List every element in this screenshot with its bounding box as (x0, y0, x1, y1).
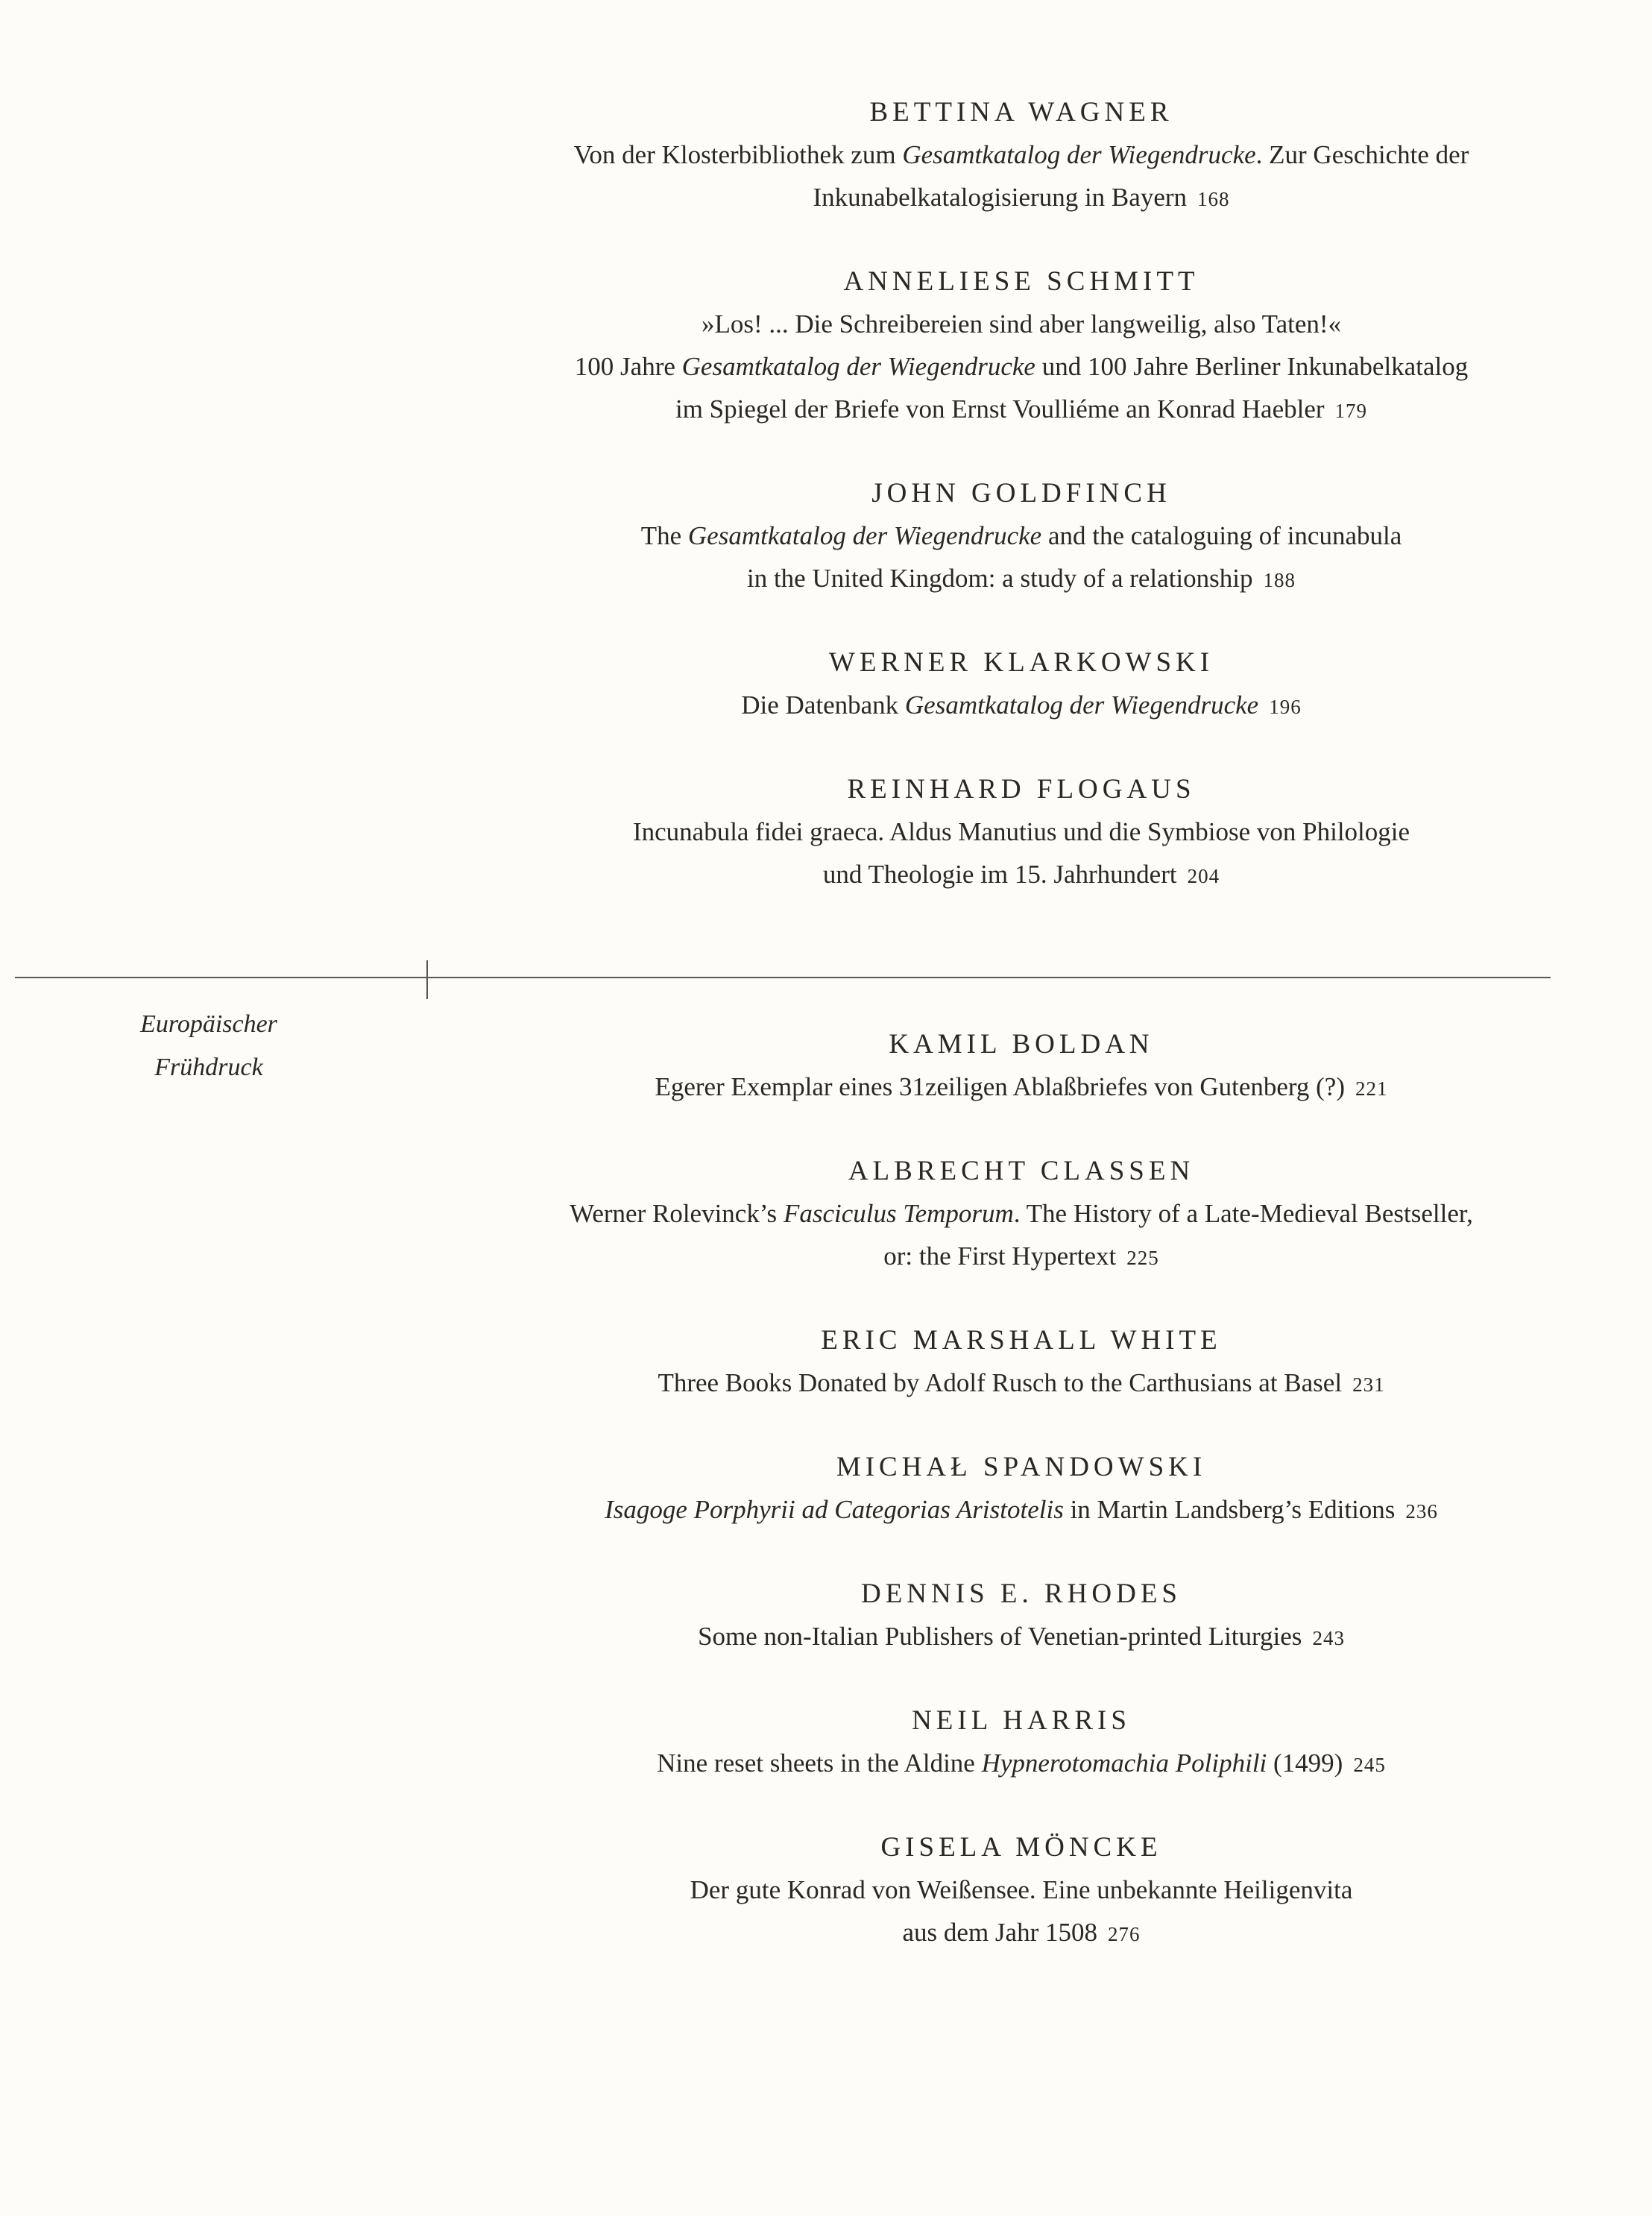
title-text: (1499) (1267, 1748, 1343, 1778)
italic-title: Hypnerotomachia Poliphili (981, 1748, 1267, 1778)
title-text: Three Books Donated by Adolf Rusch to the Carthusians at Basel (658, 1368, 1343, 1397)
title-text: in the United Kingdom: a study of a relationship (746, 564, 1253, 593)
entry-title-line (492, 810, 1551, 853)
entry-title-line (492, 1869, 1551, 1911)
toc-entry (492, 641, 1551, 728)
title-text: The (640, 521, 688, 550)
entry-title-line (492, 176, 1551, 221)
entry-title-line (492, 1615, 1551, 1660)
title-text: . The History of a Late-Medieval Bestseller, (1013, 1199, 1473, 1228)
italic-title: Fasciculus Temporum (783, 1199, 1014, 1228)
italic-title: Isagoge Porphyrii ad Categorias Aristotelis (605, 1495, 1064, 1524)
title-text: 100 Jahre (574, 352, 682, 381)
section-label-line: Europäischer (140, 1010, 277, 1038)
author-name: DENNIS E. RHODES (860, 1578, 1182, 1609)
section-divider-tick (426, 960, 428, 999)
page-number: 196 (1269, 696, 1302, 718)
italic-title: Gesamtkatalog der Wiegendrucke (902, 140, 1256, 169)
entry-title-line (492, 303, 1551, 345)
author-name: ALBRECHT CLASSEN (848, 1156, 1195, 1186)
page-number: 243 (1312, 1627, 1345, 1649)
italic-title: Gesamtkatalog der Wiegendrucke (681, 352, 1035, 381)
toc-entry (492, 1446, 1551, 1533)
title-text: »Los! ... Die Schreibereien sind aber langweilig, also Taten!« (701, 309, 1342, 339)
toc-entry (492, 1826, 1551, 1956)
entry-title-line (492, 388, 1551, 432)
toc-entry (492, 1150, 1551, 1279)
entry-title-line (492, 345, 1551, 388)
entry-title-line (492, 853, 1551, 898)
author-name: MICHAŁ SPANDOWSKI (836, 1452, 1207, 1482)
entry-title-line (492, 514, 1551, 557)
author-name: JOHN GOLDFINCH (871, 478, 1171, 509)
title-text: im Spiegel der Briefe von Ernst Voulliéme an Konrad Haebler (675, 394, 1325, 424)
page-number: 231 (1352, 1373, 1385, 1396)
toc-entry (492, 768, 1551, 898)
entry-title-line (492, 1911, 1551, 1956)
toc-entry (492, 1023, 1551, 1110)
author-name: WERNER KLARKOWSKI (828, 647, 1214, 678)
title-text: Der gute Konrad von Weißensee. Eine unbekannte Heiligenvita (690, 1875, 1353, 1904)
entry-title-line (492, 1235, 1551, 1279)
author-name: BETTINA WAGNER (869, 97, 1173, 128)
title-text: Von der Klosterbibliothek zum (573, 140, 903, 169)
author-name: KAMIL BOLDAN (889, 1029, 1154, 1060)
title-text: and the cataloguing of incunabula (1041, 521, 1402, 550)
toc-entry (492, 91, 1551, 221)
toc-entry (492, 1573, 1551, 1660)
toc-entry (492, 1699, 1551, 1787)
title-text: und Theologie im 15. Jahrhundert (822, 860, 1177, 889)
entry-title-line (492, 133, 1551, 176)
page-number: 236 (1405, 1500, 1438, 1523)
page-number: 188 (1263, 569, 1296, 591)
page-number: 245 (1353, 1754, 1386, 1776)
author-name: GISELA MÖNCKE (880, 1832, 1162, 1863)
title-text: Egerer Exemplar eines 31zeiligen Ablaßbriefes von Gutenberg (?) (655, 1072, 1346, 1101)
toc-entry (492, 1319, 1551, 1406)
title-text: Die Datenbank (741, 690, 905, 720)
author-name: REINHARD FLOGAUS (847, 774, 1196, 805)
italic-title: Gesamtkatalog der Wiegendrucke (687, 521, 1042, 550)
author-name: ANNELIESE SCHMITT (843, 266, 1199, 297)
page-number: 221 (1355, 1077, 1388, 1100)
entry-title-line (492, 1065, 1551, 1110)
title-text: und 100 Jahre Berliner Inkunabelkatalog (1035, 352, 1469, 381)
page-number: 276 (1107, 1923, 1141, 1945)
section-divider (15, 977, 1551, 978)
toc-entry (492, 472, 1551, 602)
title-text: or: the First Hypertext (883, 1241, 1117, 1271)
title-text: in Martin Landsberg’s Editions (1063, 1495, 1396, 1524)
title-text: Some non-Italian Publishers of Venetian-printed Liturgies (698, 1622, 1302, 1651)
page-number: 204 (1187, 865, 1220, 887)
title-text: Nine reset sheets in the Aldine (657, 1748, 982, 1778)
title-text: Inkunabelkatalogisierung in Bayern (813, 183, 1188, 212)
entry-title-line (492, 1362, 1551, 1406)
entry-title-line (492, 1192, 1551, 1235)
entry-title-line (492, 1742, 1551, 1787)
title-text: Werner Rolevinck’s (570, 1199, 784, 1228)
title-text: aus dem Jahr 1508 (902, 1918, 1097, 1947)
italic-title: Gesamtkatalog der Wiegendrucke (904, 690, 1259, 720)
page-number: 168 (1197, 188, 1230, 210)
author-name: NEIL HARRIS (912, 1705, 1131, 1736)
toc-entry (492, 260, 1551, 432)
title-text: Incunabula fidei graeca. Aldus Manutius und die Symbiose von Philologie (632, 817, 1410, 846)
author-name: ERIC MARSHALL WHITE (821, 1325, 1222, 1356)
entry-title-line (492, 684, 1551, 728)
page-number: 225 (1126, 1247, 1159, 1269)
entry-title-line (492, 1488, 1551, 1533)
section-label-line: Frühdruck (154, 1054, 263, 1081)
page-number: 179 (1334, 400, 1368, 422)
section-label (112, 1003, 306, 1089)
entry-title-line (492, 557, 1551, 602)
title-text: . Zur Geschichte der (1255, 140, 1469, 169)
